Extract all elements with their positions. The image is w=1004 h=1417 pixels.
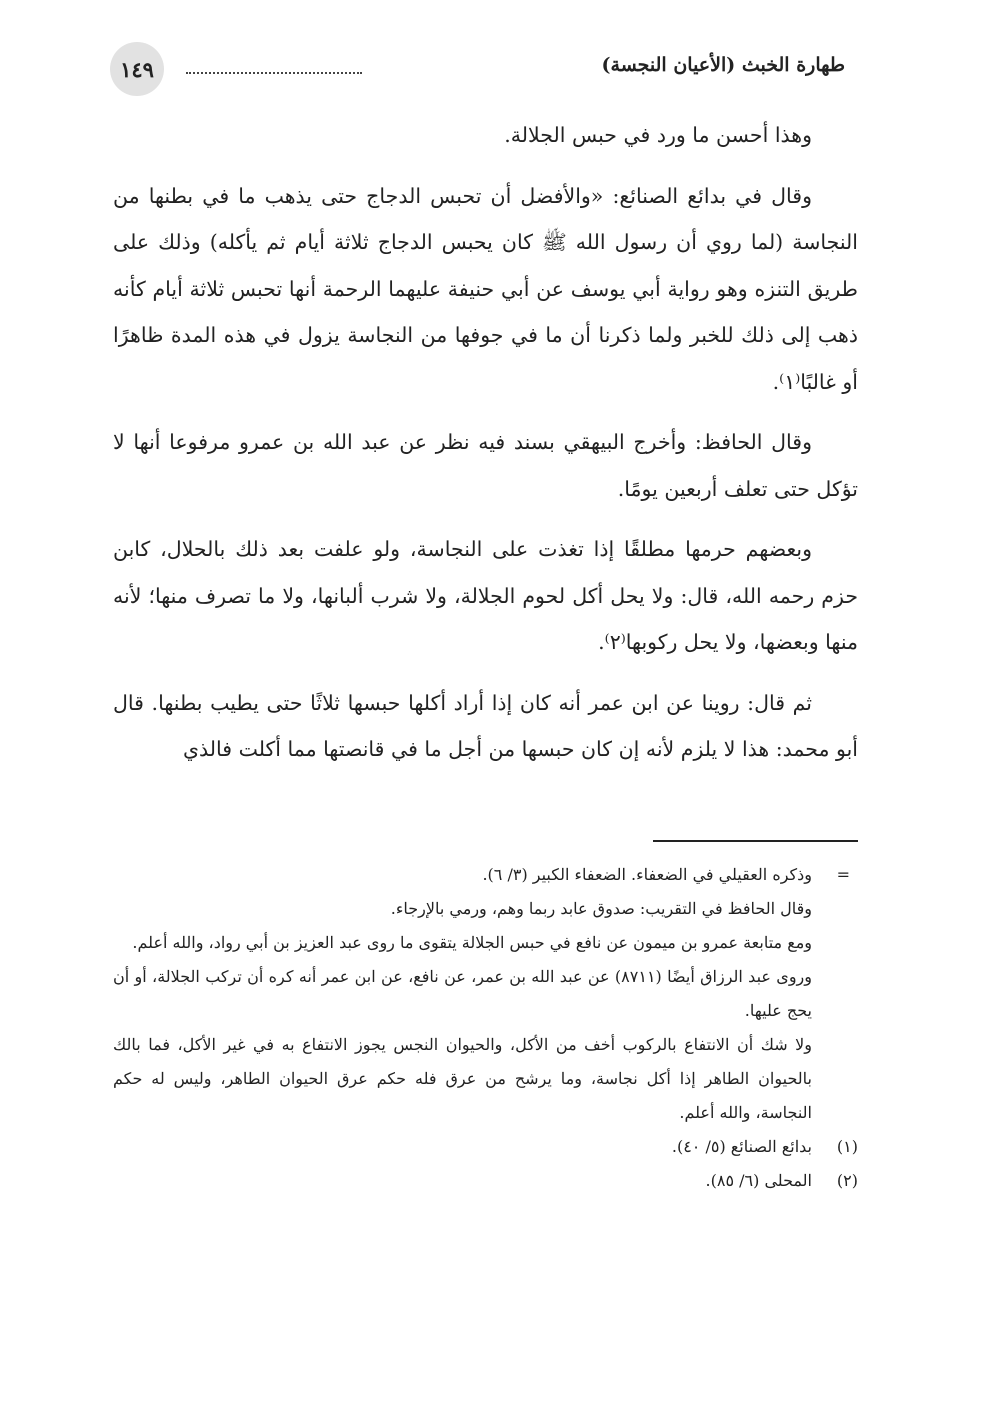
- paragraph: ثم قال: روينا عن ابن عمر أنه كان إذا أراد أكلها حبسها ثلاثًا حتى يطيب بطنها. قال أبو محمد: هذا لا يلزم لأنه إن كان حبسها من أجل ما في قانصتها مما أكلت فالذي: [113, 690, 858, 761]
- paragraph: وهذا أحسن ما ورد في حبس الجلالة.: [504, 123, 812, 147]
- footnote-2: [113, 1164, 858, 1198]
- footnote-paragraph: وروى عبد الرزاق أيضًا (٨٧١١) عن عبد الله بن عمر، عن نافع، عن ابن عمر أنه كره أن تركب الجلالة، أو أن يحج عليها.: [113, 967, 812, 1020]
- footnote-number: (٢): [836, 1171, 858, 1190]
- footnote-text: وذكره العقيلي في الضعفاء. الضعفاء الكبير (٣/ ٦).: [482, 865, 812, 884]
- paragraph: وبعضهم حرمها مطلقًا إذا تغذت على النجاسة، ولو علفت بعد ذلك بالحلال، كابن حزم رحمه الله، قال: ولا يحل أكل لحوم الجلالة، ولا شرب ألبانها، ولا ما تصرف منها؛ لأنه منها وبعضها، ولا يحل ركوبها⁽٢⁾.: [113, 537, 858, 654]
- footnote-separator: [653, 840, 858, 842]
- running-title: طهارة الخبث (الأعيان النجسة): [601, 54, 845, 76]
- footnote-number: (١): [836, 1137, 858, 1156]
- footnote-text: بدائع الصنائع (٥/ ٤٠).: [671, 1137, 812, 1156]
- page-header: [110, 42, 845, 98]
- footnote-text: المحلى (٦/ ٨٥).: [705, 1171, 812, 1190]
- footnote-paragraph: ومع متابعة عمرو بن ميمون عن نافع في حبس الجلالة يتقوى ما روى عبد العزيز بن أبي رواد، والله أعلم.: [132, 933, 812, 952]
- footnotes: [113, 858, 858, 1198]
- footnote-paragraph: وقال الحافظ في التقريب: صدوق عابد ربما وهم، ورمي بالإرجاء.: [390, 899, 812, 918]
- footnote-continuation: [113, 858, 858, 892]
- paragraph: وقال الحافظ: وأخرج البيهقي بسند فيه نظر عن عبد الله بن عمرو مرفوعا أنها لا تؤكل حتى تعلف أربعين يومًا.: [113, 430, 858, 501]
- footnote-paragraph: ولا شك أن الانتفاع بالركوب أخف من الأكل، والحيوان النجس يجوز الانتفاع به في غير الأكل، فما بالك بالحيوان الطاهر إذا أكل نجاسة، وما يرشح من عرق فله حكم عرق الحيوان الطاهر، وليس له حكم النجاسة، والله أعلم.: [113, 1035, 812, 1122]
- header-dotted-leader: [186, 72, 362, 74]
- footnote-1: [113, 1130, 858, 1164]
- page-number: ١٤٩: [110, 42, 164, 96]
- continuation-mark: =: [836, 865, 850, 884]
- paragraph: وقال في بدائع الصنائع: «والأفضل أن تحبس الدجاج حتى يذهب ما في بطنها من النجاسة (لما روي أن رسول الله ﷺ كان يحبس الدجاج ثلاثة أيام ثم يأكله) وذلك على طريق التنزه وهو رواية أبي يوسف عن أبي حنيفة عليهما الرحمة أنها تحبس ثلاثة أيام كأنه ذهب إلى ذلك للخبر ولما ذكرنا أن ما في جوفها من النجاسة يزول في هذه المدة ظاهرًا أو غالبًا⁽١⁾.: [113, 183, 858, 394]
- main-text: [113, 112, 858, 787]
